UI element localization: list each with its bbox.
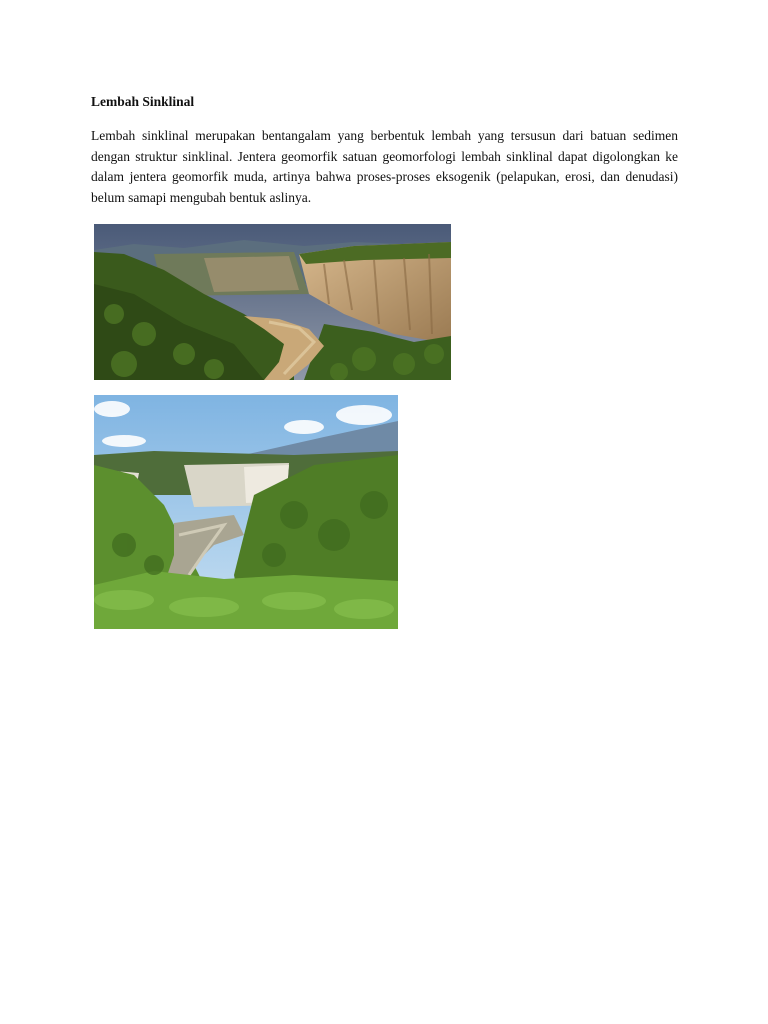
body-paragraph: Lembah sinklinal merupakan bentangalam yang berbentuk lembah yang tersusun dari batuan sedimen dengan struktur sinklinal. Jentera geomorfik satuan geomorfologi lembah sinklinal dapat digolongkan ke dalam jentera geomorfik muda, artinya bahwa proses-proses eksogenik (pelapukan, erosi, dan denudasi) belum samapi mengubah bentuk aslinya. — [91, 128, 678, 206]
canyon-photo-2 — [94, 395, 398, 629]
canyon-photo-1-illustration — [94, 224, 451, 380]
section-heading: Lembah Sinklinal — [91, 94, 195, 109]
canyon-photo-1 — [94, 224, 451, 380]
canyon-photo-2-illustration — [94, 395, 398, 629]
